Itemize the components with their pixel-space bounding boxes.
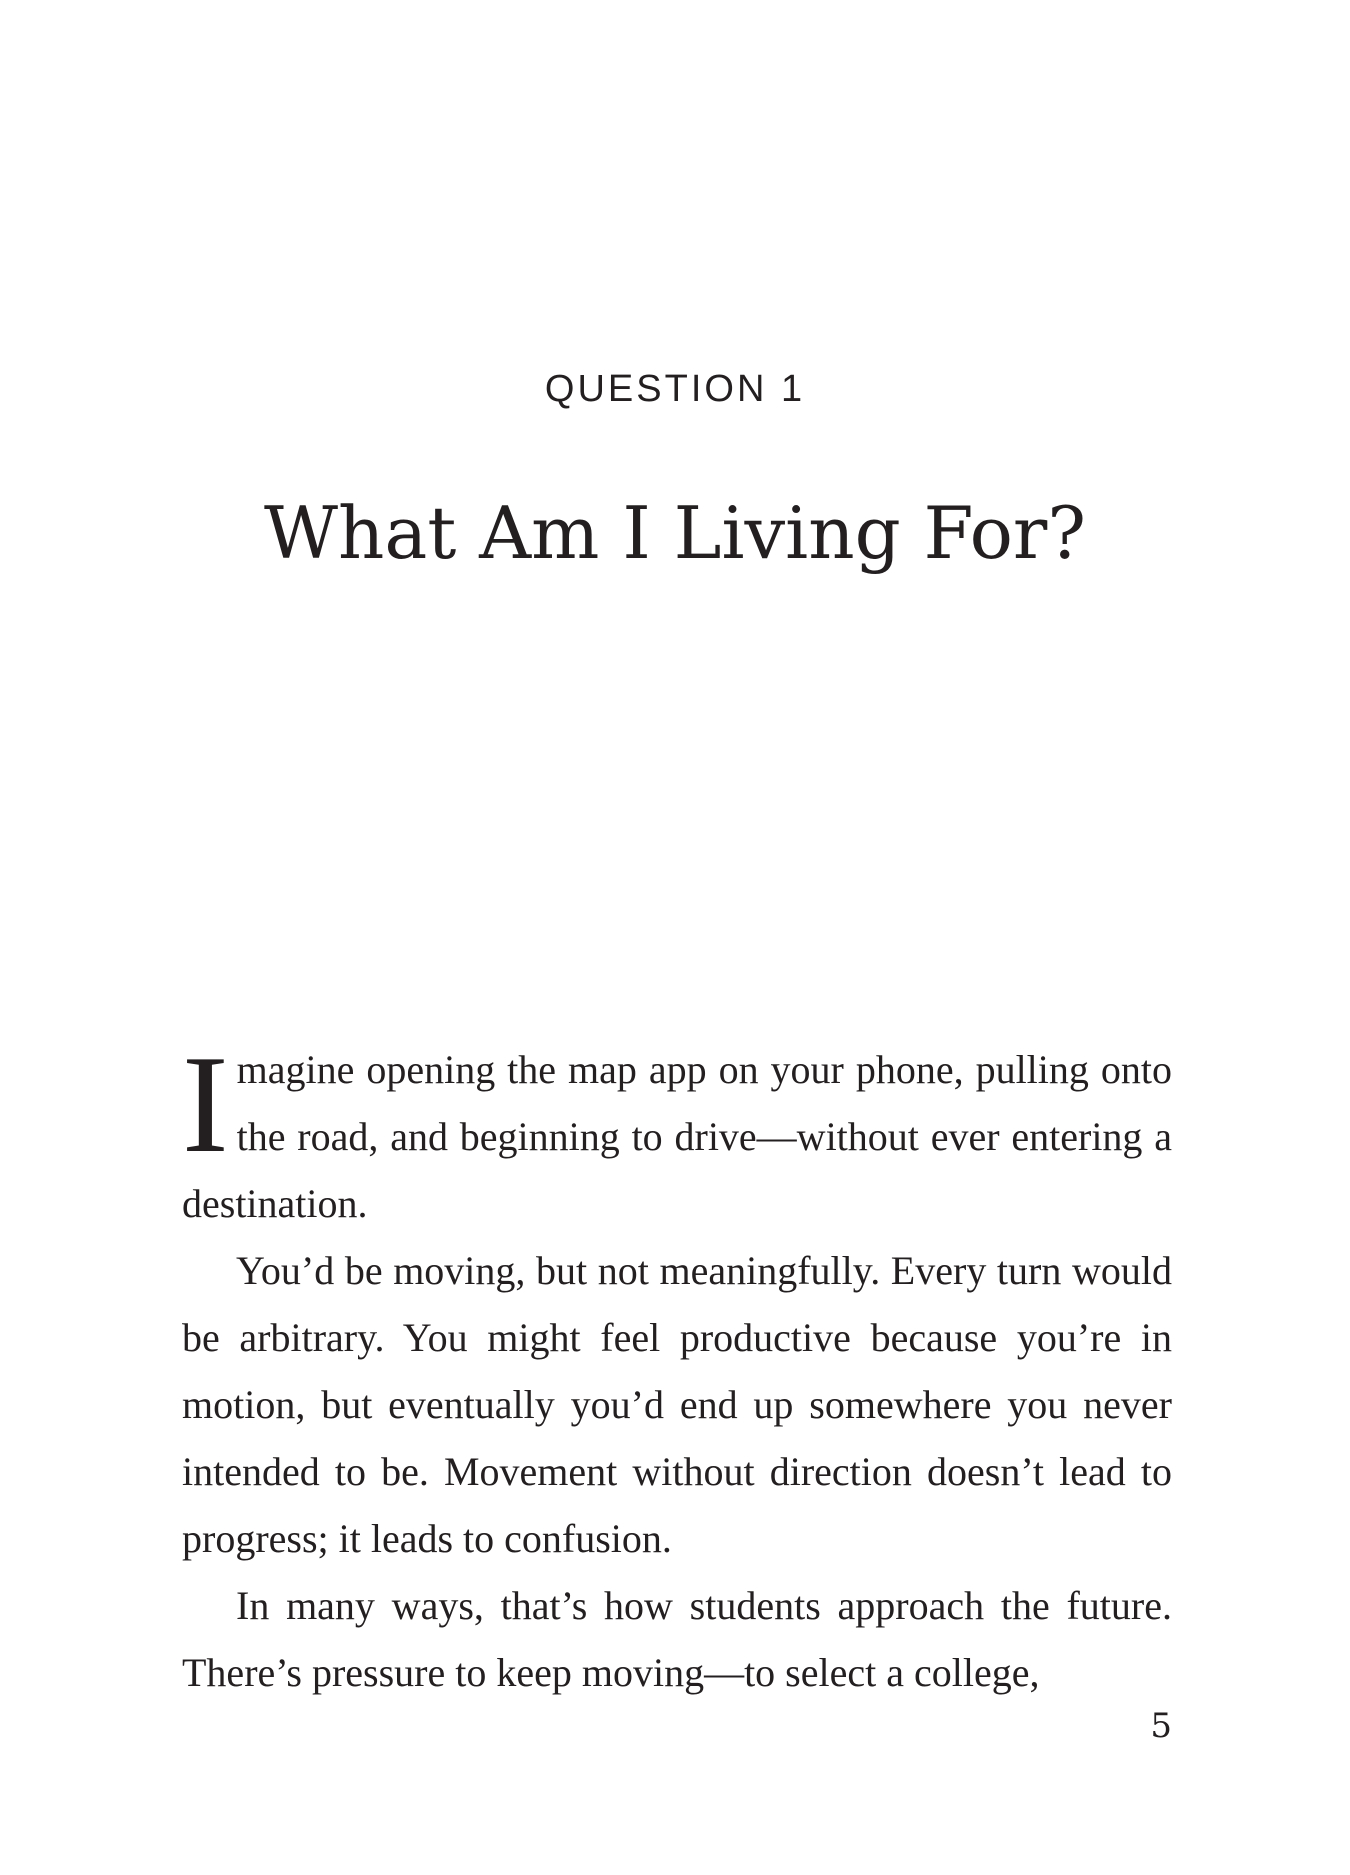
chapter-label: QUESTION 1 [544, 368, 806, 410]
body-text [182, 1027, 1172, 1706]
drop-cap: I [182, 1027, 229, 1182]
chapter-title: What Am I Living For? [264, 491, 1086, 575]
paragraph-2: You’d be moving, but not meaningfully. Every turn would be arbitrary. You might feel productive because you’re in motion, but eventually you’d end up somewhere you never intended to be. Movement without direction doesn’t lead to progress; it leads to confusion. [182, 1248, 1172, 1561]
paragraph-3: In many ways, that’s how students approach the future. There’s pressure to keep moving—to select a college, [182, 1583, 1172, 1695]
paragraph-1 [182, 1027, 1172, 1237]
paragraph-1-text: magine opening the map app on your phone, pulling onto the road, and beginning to drive—without ever entering a destination. [182, 1047, 1172, 1226]
page-number: 5 [1150, 1706, 1172, 1746]
